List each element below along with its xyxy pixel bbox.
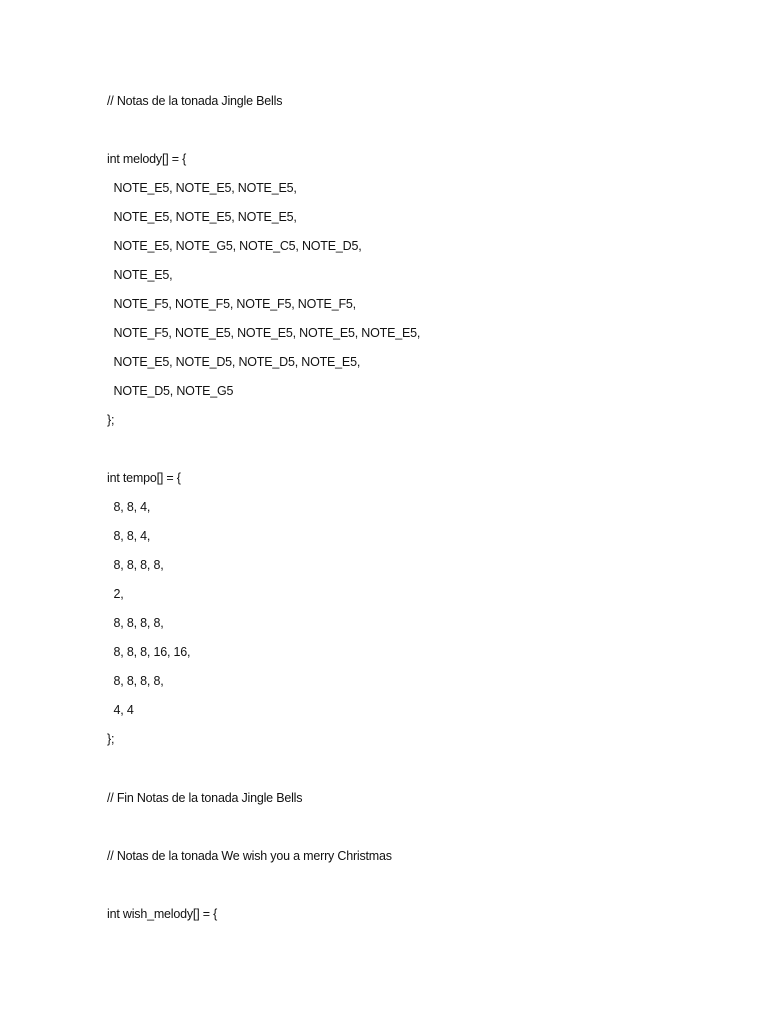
document-line: 8, 8, 8, 8, <box>107 616 164 630</box>
document-line: 8, 8, 8, 16, 16, <box>107 645 191 659</box>
document-line: 2, <box>107 587 124 601</box>
document-line: NOTE_F5, NOTE_E5, NOTE_E5, NOTE_E5, NOTE_E5, <box>107 326 421 340</box>
document-line: int tempo[] = { <box>107 471 181 485</box>
document-line: 4, 4 <box>107 703 134 717</box>
document-line: NOTE_E5, NOTE_D5, NOTE_D5, NOTE_E5, <box>107 355 361 369</box>
document-line: 8, 8, 8, 8, <box>107 674 164 688</box>
document-line: NOTE_E5, NOTE_E5, NOTE_E5, <box>107 210 297 224</box>
document-line: NOTE_E5, <box>107 268 173 282</box>
document-line: }; <box>107 732 115 746</box>
document-line: // Fin Notas de la tonada Jingle Bells <box>107 791 303 805</box>
document-line: int wish_melody[] = { <box>107 907 218 921</box>
document-line: NOTE_D5, NOTE_G5 <box>107 384 234 398</box>
document-line: // Notas de la tonada Jingle Bells <box>107 94 283 108</box>
document-line: NOTE_E5, NOTE_G5, NOTE_C5, NOTE_D5, <box>107 239 362 253</box>
document-line: 8, 8, 8, 8, <box>107 558 164 572</box>
document-line: // Notas de la tonada We wish you a merry Christmas <box>107 849 392 863</box>
document-line: 8, 8, 4, <box>107 529 151 543</box>
document-line: NOTE_E5, NOTE_E5, NOTE_E5, <box>107 181 297 195</box>
document-line: }; <box>107 413 115 427</box>
document-line: int melody[] = { <box>107 152 187 166</box>
document-line: NOTE_F5, NOTE_F5, NOTE_F5, NOTE_F5, <box>107 297 356 311</box>
document-line: 8, 8, 4, <box>107 500 151 514</box>
